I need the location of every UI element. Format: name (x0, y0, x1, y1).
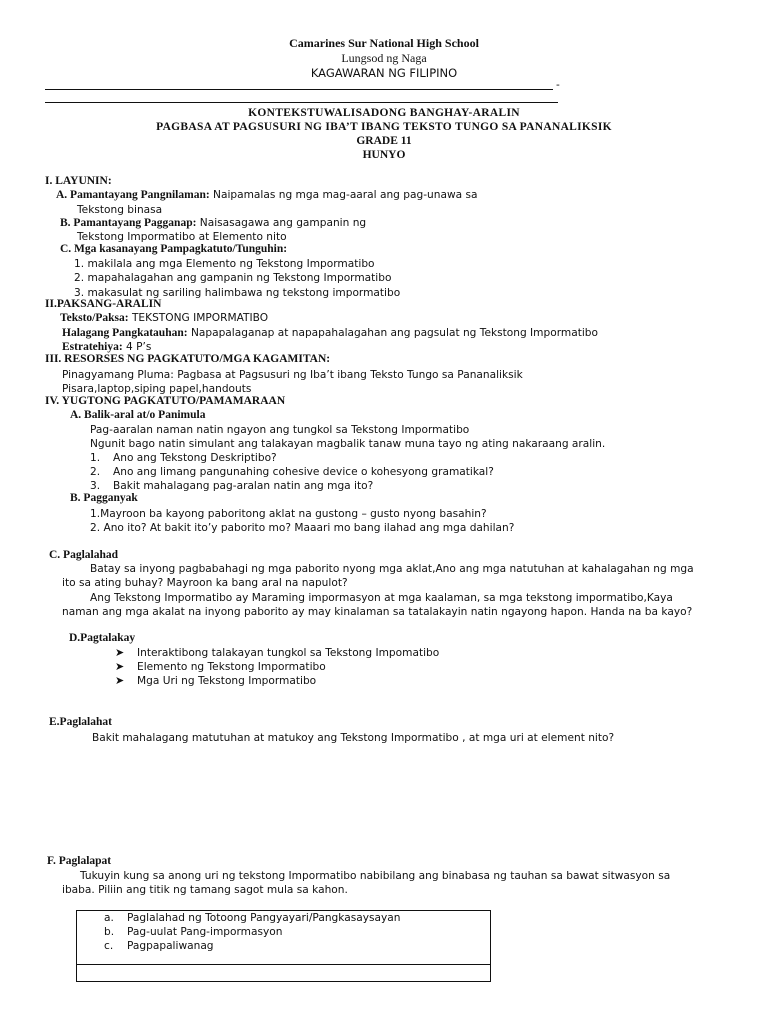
choice-text: Pagpapaliwanag (127, 940, 214, 952)
question-number: 3. (90, 480, 101, 492)
layunin-heading: I. LAYUNIN: (45, 175, 112, 187)
layunin-b-label: B. Pamantayang Pagganap: (60, 217, 197, 229)
doc-title-line1: KONTEKSTUWALISADONG BANGHAY-ARALIN (248, 107, 520, 119)
question-text: Ano ang Tekstong Deskriptibo? (113, 452, 277, 464)
paglalahad-line: ito sa ating buhay? Mayroon ka bang aral na napulot? (62, 577, 348, 589)
choice-letter: b. (104, 926, 115, 938)
paksang-aralin-heading: II.PAKSANG-ARALIN (45, 298, 162, 310)
balik-aral-heading: A. Balik-aral at/o Panimula (70, 409, 206, 421)
halagang-pangkatauhan (62, 327, 598, 339)
department-name: KAGAWARAN NG FILIPINO (310, 66, 458, 80)
layunin-a-text-cont: Tekstong binasa (77, 204, 163, 216)
layunin-b-text: Naisasagawa ang gampanin ng (196, 217, 367, 229)
question-text: Bakit mahalagang pag-aralan natin ang mga ito? (113, 480, 374, 492)
pagtalakay-item: Elemento ng Tekstong Impormatibo (137, 661, 326, 673)
paglalapat-line: ibaba. Piliin ang titik ng tamang sagot mula sa kahon. (62, 884, 348, 896)
paglalahat-heading: E.Paglalahat (49, 716, 112, 728)
layunin-b-text-cont: Tekstong Impormatibo at Elemento nito (77, 231, 287, 243)
pagganyak-line: 1.Mayroon ba kayong paboritong aklat na gustong – gusto nyong basahin? (90, 508, 487, 520)
resorses-heading: III. RESORSES NG PAGKATUTO/MGA KAGAMITAN: (45, 353, 331, 365)
yugto-heading: IV. YUGTONG PAGKATUTO/PAMAMARAAN (45, 395, 286, 407)
paglalapat-line: Tukuyin kung sa anong uri ng tekstong Impormatibo nabibilang ang binabasa ng tauhan sa bawat sitwasyon sa (80, 870, 671, 882)
paglalahat-line: Bakit mahalagang matutuhan at matukoy ang Tekstong Impormatibo , at mga uri at element nito? (92, 732, 615, 744)
header-rule-1 (45, 89, 553, 90)
header-dash: - (556, 79, 560, 91)
doc-title-month: HUNYO (362, 149, 406, 161)
estratehiya-value: 4 P’s (122, 341, 152, 353)
pagtalakay-item: Interaktibong talakayan tungkol sa Tekstong Impomatibo (137, 647, 440, 659)
layunin-a-text: Naipamalas ng mga mag-aaral ang pag-unawa sa (209, 189, 478, 201)
question-number: 2. (90, 466, 101, 478)
arrow-bullet-icon: ➤ (115, 660, 125, 673)
pagganyak-line: 2. Ano ito? At bakit ito’y paborito mo? Maaari mo bang ilahad ang mga dahilan? (90, 522, 515, 534)
choice-text: Pag-uulat Pang-impormasyon (127, 926, 283, 938)
paglalapat-heading: F. Paglalapat (47, 855, 112, 867)
paglalahad-line: Ang Tekstong Impormatibo ay Maraming impormasyon at mga kaalaman, sa mga tekstong impormatibo,Kaya (90, 592, 673, 604)
layunin-item: 2. mapahalagahan ang gampanin ng Tekstong Impormatibo (74, 272, 392, 284)
pagtalakay-heading: D.Pagtalakay (69, 632, 136, 644)
choices-box-divider (77, 964, 490, 965)
layunin-c-label: C. Mga kasanayang Pampagkatuto/Tunguhin: (60, 243, 288, 255)
layunin-item: 1. makilala ang mga Elemento ng Tekstong Impormatibo (74, 258, 375, 270)
halaga-value: Napapalaganap at napapahalagahan ang pagsulat ng Tekstong Impormatibo (187, 327, 598, 339)
arrow-bullet-icon: ➤ (115, 674, 125, 687)
teksto-paksa (60, 312, 268, 324)
paglalahad-heading: C. Paglalahad (49, 549, 119, 561)
balik-aral-line: Pag-aaralan naman natin ngayon ang tungkol sa Tekstong Impormatibo (90, 424, 470, 436)
teksto-paksa-label: Teksto/Paksa: (60, 312, 129, 324)
estratehiya (62, 341, 151, 353)
estratehiya-label: Estratehiya: (62, 341, 123, 353)
resorses-line: Pinagyamang Pluma: Pagbasa at Pagsusuri ng Iba’t ibang Teksto Tungo sa Pananaliksik (62, 369, 523, 381)
pagganyak-heading: B. Pagganyak (70, 492, 138, 504)
paglalahad-line: Batay sa inyong pagbabahagi ng mga paborito nyong mga aklat,Ano ang mga natutuhan at kahalagahan ng mga (90, 563, 694, 575)
balik-aral-line: Ngunit bago natin simulant ang talakayan magbalik tanaw muna tayo ng ating nakaraang aralin. (90, 438, 606, 450)
doc-title-line2: PAGBASA AT PAGSUSURI NG IBA’T IBANG TEKSTO TUNGO SA PANANALIKSIK (156, 121, 612, 133)
choice-letter: c. (104, 940, 114, 952)
school-name: Camarines Sur National High School (289, 36, 479, 50)
choice-text: Paglalahad ng Totoong Pangyayari/Pangkasaysayan (127, 912, 401, 924)
layunin-item: 3. makasulat ng sariling halimbawa ng tekstong impormatibo (74, 287, 401, 299)
teksto-paksa-value: TEKSTONG IMPORMATIBO (128, 312, 269, 324)
layunin-a-label: A. Pamantayang Pangnilaman: (56, 189, 210, 201)
question-text: Ano ang limang pangunahing cohesive device o kohesyong gramatikal? (113, 466, 494, 478)
layunin-a (56, 189, 477, 201)
layunin-b (60, 217, 366, 229)
resorses-line: Pisara,laptop,siping papel,handouts (62, 383, 252, 395)
halaga-label: Halagang Pangkatauhan: (62, 327, 188, 339)
arrow-bullet-icon: ➤ (115, 646, 125, 659)
city-name: Lungsod ng Naga (341, 51, 427, 65)
header-rule-2 (45, 102, 558, 103)
doc-title-grade: GRADE 11 (356, 135, 412, 147)
question-number: 1. (90, 452, 101, 464)
pagtalakay-item: Mga Uri ng Tekstong Impormatibo (137, 675, 317, 687)
paglalahad-line: naman ang mga akalat na inyong paborito ay may kinalaman sa tatalakayin natin ngayong hapon. Handa na ba kayo? (62, 606, 693, 618)
choice-letter: a. (104, 912, 114, 924)
